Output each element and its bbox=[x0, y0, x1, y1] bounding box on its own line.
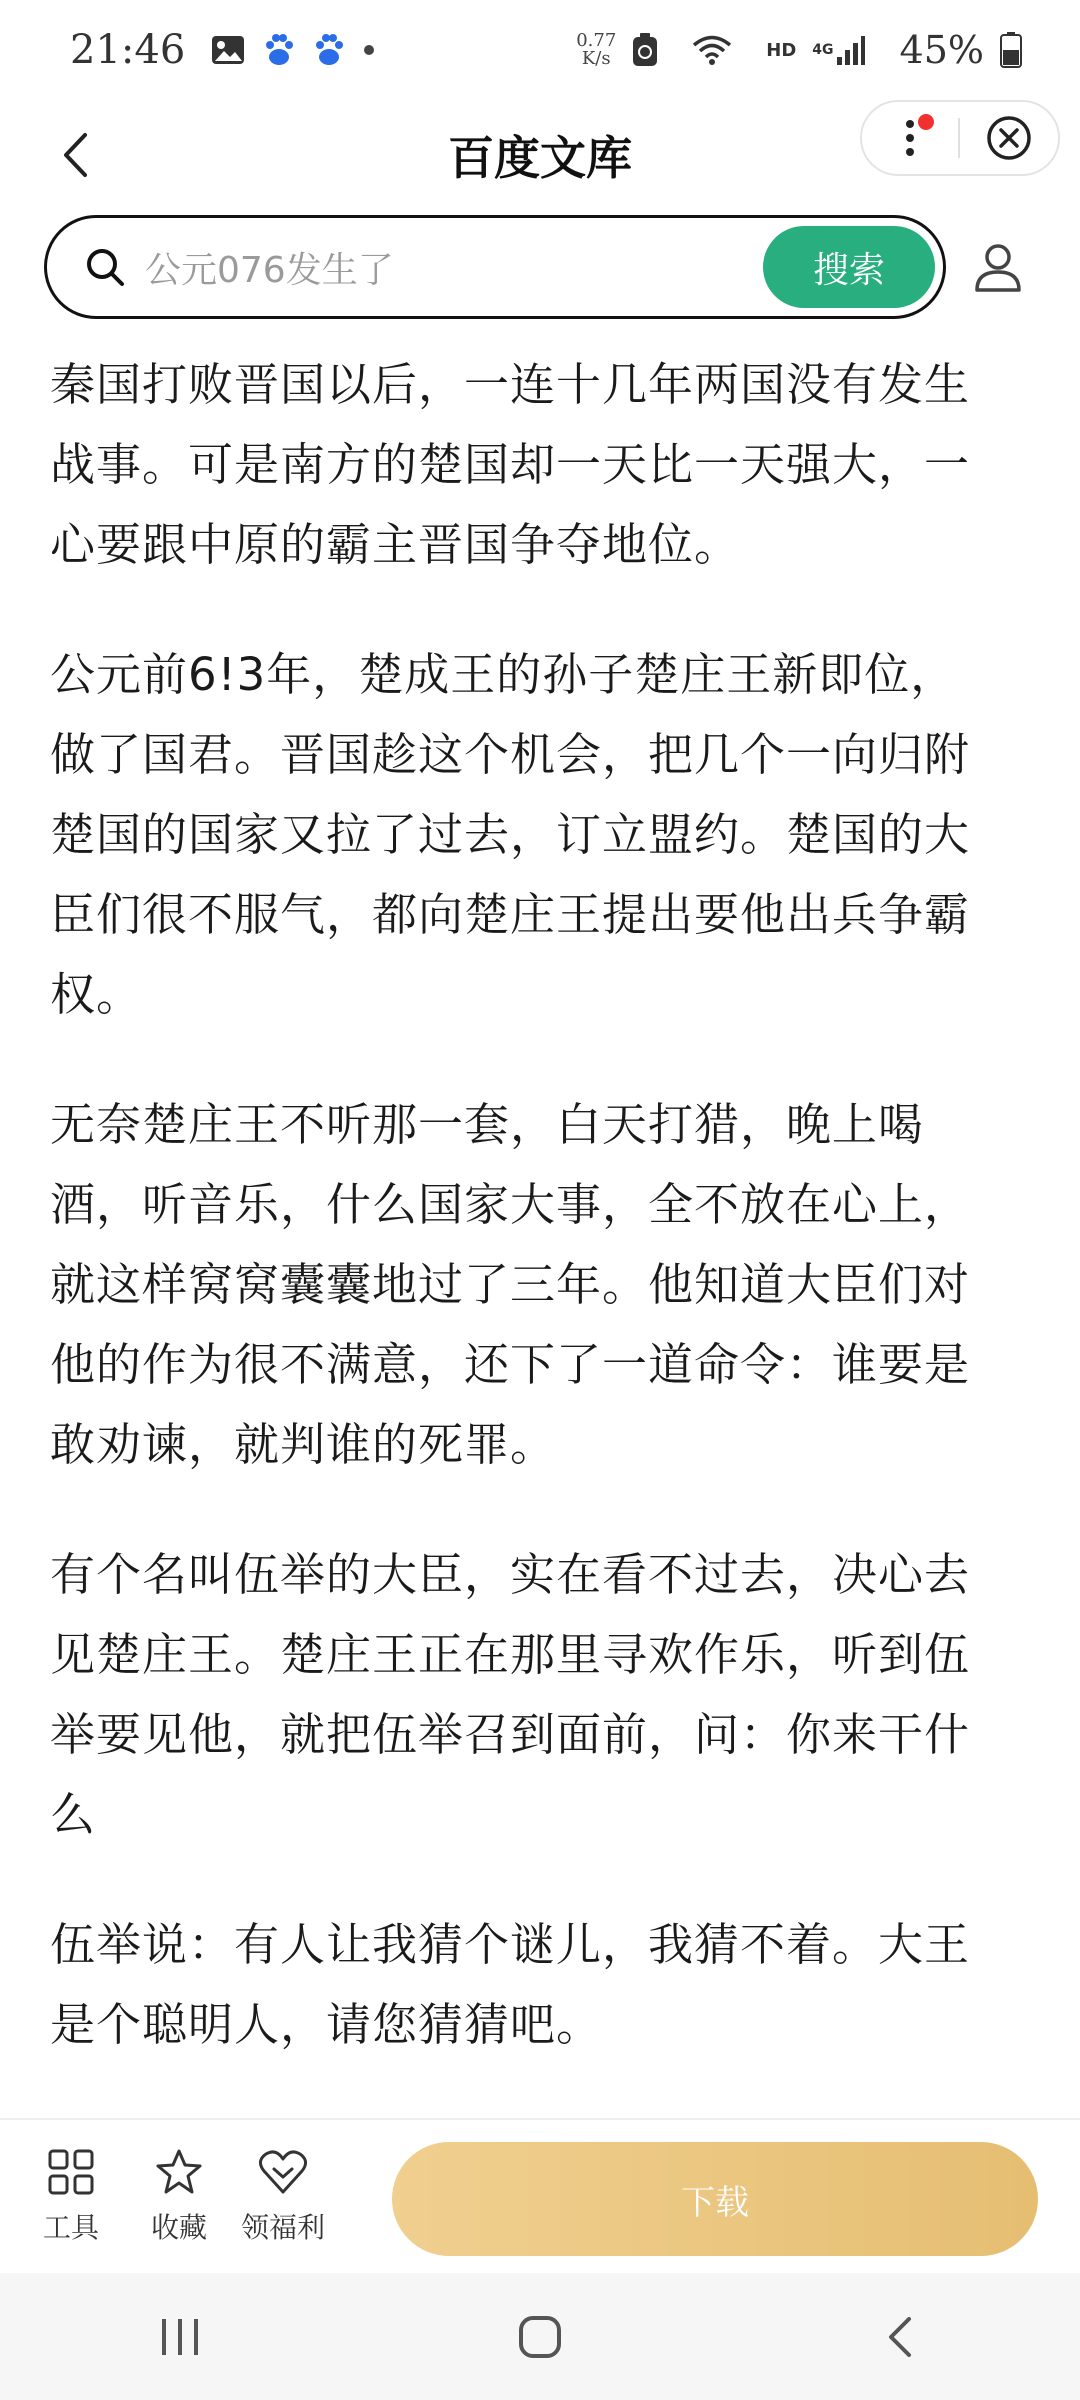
search-bar[interactable] bbox=[44, 215, 946, 319]
close-circle-icon bbox=[986, 115, 1032, 161]
back-button[interactable] bbox=[40, 120, 110, 190]
back-arrow-icon bbox=[885, 2315, 915, 2359]
more-vertical-icon bbox=[905, 118, 915, 158]
benefits-button[interactable] bbox=[228, 2138, 338, 2258]
network-speed: 0.77 K/s bbox=[576, 30, 617, 69]
article-paragraph: 伍举说：有人让我猜个谜儿，我猜不着。大王是个聪明人，请您猜猜吧。 bbox=[50, 1918, 971, 2051]
recycle-icon bbox=[632, 33, 658, 67]
status-time: 21:46 bbox=[70, 27, 186, 73]
home-icon bbox=[518, 2315, 562, 2359]
tools-label: 工具 bbox=[42, 2211, 99, 2244]
search-input[interactable]: 公元076发生了 bbox=[145, 249, 394, 291]
user-profile-button[interactable] bbox=[966, 235, 1030, 299]
hd-indicator: HD bbox=[766, 39, 797, 61]
more-button[interactable] bbox=[862, 102, 958, 174]
close-button[interactable] bbox=[960, 102, 1058, 174]
baidu-paw-icon bbox=[313, 33, 345, 67]
article-paragraph: 有个名叫伍举的大臣，实在看不过去，决心去见楚庄王。楚庄王正在那里寻欢作乐，听到伍举要见他，就把伍举召到面前，问：你来干什么 bbox=[50, 1548, 971, 1841]
status-bar bbox=[0, 0, 1080, 100]
gift-heart-icon bbox=[255, 2144, 311, 2200]
grid-icon bbox=[43, 2144, 99, 2200]
dot-icon bbox=[363, 44, 375, 56]
article-paragraph: 公元前6!3年，楚成王的孙子楚庄王新即位，做了国君。晋国趁这个机会，把几个一向归附楚国的国家又拉了过去，订立盟约。楚国的大臣们很不服气，都向楚庄王提出要他出兵争霸权。 bbox=[50, 648, 971, 1021]
notification-dot bbox=[918, 114, 934, 130]
signal-icon: 4G bbox=[812, 35, 865, 65]
article-paragraph: 秦国打败晋国以后，一连十几年两国没有发生战事。可是南方的楚国却一天比一天强大，一心要跟中原的霸主晋国争夺地位。 bbox=[50, 358, 971, 571]
app-header bbox=[0, 100, 1080, 210]
user-icon bbox=[974, 242, 1022, 292]
recent-apps-icon bbox=[158, 2317, 202, 2357]
baidu-paw-icon bbox=[263, 33, 295, 67]
favorite-label: 收藏 bbox=[150, 2211, 207, 2244]
article-content bbox=[50, 345, 1000, 2115]
recent-apps-button[interactable] bbox=[120, 2287, 240, 2387]
home-button[interactable] bbox=[480, 2287, 600, 2387]
star-icon bbox=[151, 2144, 207, 2200]
battery-icon bbox=[1000, 32, 1022, 68]
article-paragraph: 无奈楚庄王不听那一套，白天打猎，晚上喝酒，听音乐，什么国家大事，全不放在心上，就这样窝窝囊囊地过了三年。他知道大臣们对他的作为很不满意，还下了一道命令：谁要是敢劝谏，就判谁的死罪。 bbox=[50, 1098, 971, 1471]
system-nav-bar bbox=[0, 2273, 1080, 2400]
wifi-icon bbox=[692, 34, 732, 66]
benefits-label: 领福利 bbox=[240, 2211, 325, 2244]
miniapp-capsule bbox=[860, 100, 1060, 176]
battery-percent: 45% bbox=[899, 28, 984, 72]
download-button[interactable]: 下载 bbox=[392, 2142, 1038, 2256]
bottom-toolbar bbox=[0, 2118, 1080, 2273]
tools-button[interactable] bbox=[16, 2138, 126, 2258]
system-back-button[interactable] bbox=[840, 2287, 960, 2387]
search-icon bbox=[83, 245, 127, 289]
gallery-icon bbox=[211, 35, 245, 65]
chevron-left-icon bbox=[60, 131, 90, 179]
page-title: 百度文库 bbox=[448, 131, 632, 185]
favorite-button[interactable] bbox=[124, 2138, 234, 2258]
search-button[interactable]: 搜索 bbox=[763, 226, 935, 308]
